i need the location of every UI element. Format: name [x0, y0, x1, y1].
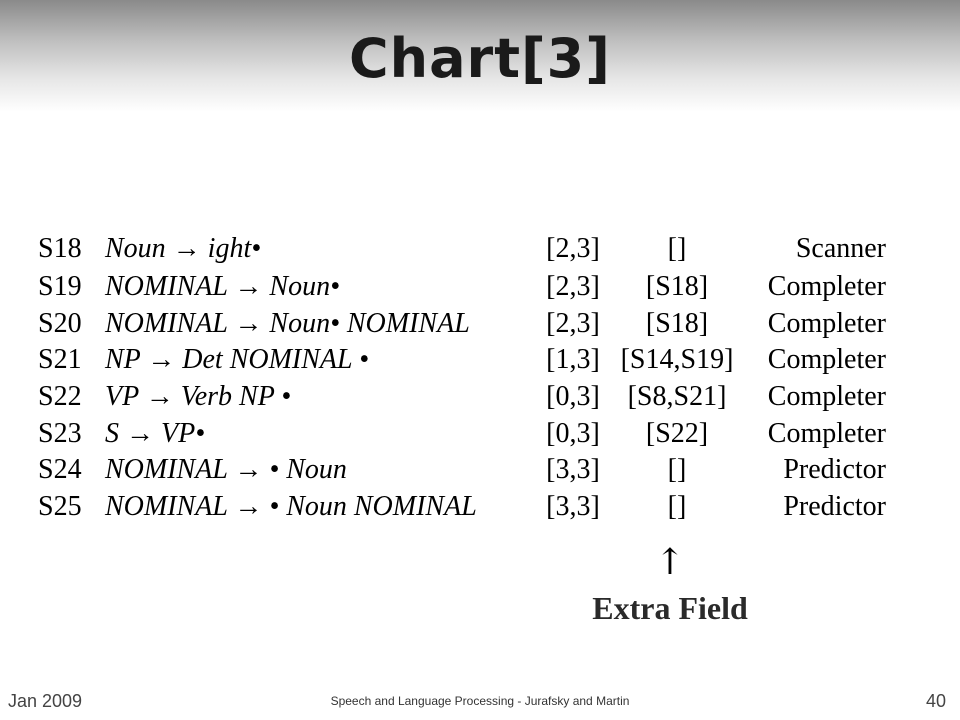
dotted-rule: NOMINAL → • Noun [105, 454, 347, 485]
span: [0,3] [546, 418, 600, 449]
backpointers: [S18] [645, 308, 709, 339]
dotted-rule: Noun → ight• [105, 233, 262, 264]
span: [1,3] [546, 344, 600, 375]
chart-row [0, 453, 960, 487]
backpointers: [S8,S21] [627, 381, 727, 412]
footer-date: Jan 2009 [8, 691, 83, 711]
span: [3,3] [546, 454, 600, 485]
operation: Completer [767, 418, 886, 449]
chart-row [0, 307, 960, 341]
state-id: S25 [38, 491, 82, 522]
operation: Completer [767, 271, 886, 302]
span: [0,3] [546, 381, 600, 412]
backpointers: [] [667, 454, 687, 485]
up-arrow-icon: ↑ [654, 542, 686, 583]
operation: Predictor [783, 491, 886, 522]
slide-title: Chart[3] [349, 27, 611, 90]
span: [2,3] [546, 271, 600, 302]
backpointers: [S22] [645, 418, 709, 449]
chart-row [0, 343, 960, 377]
extra-field-label: Extra Field [592, 590, 748, 626]
operation: Predictor [783, 454, 886, 485]
dotted-rule: NOMINAL → Noun• [105, 271, 340, 302]
state-id: S24 [38, 454, 82, 485]
backpointers: [] [667, 233, 687, 264]
dotted-rule: NP → Det NOMINAL • [105, 344, 369, 375]
dotted-rule: NOMINAL → Noun• NOMINAL [105, 308, 470, 339]
chart-row [0, 270, 960, 304]
chart-row [0, 490, 960, 524]
state-id: S22 [38, 381, 82, 412]
state-id: S23 [38, 418, 82, 449]
operation: Completer [767, 381, 886, 412]
backpointers: [] [667, 491, 687, 522]
state-id: S18 [38, 233, 82, 264]
dotted-rule: VP → Verb NP • [105, 381, 292, 412]
state-id: S20 [38, 308, 82, 339]
backpointers: [S14,S19] [620, 344, 734, 375]
chart-row [0, 232, 960, 266]
span: [2,3] [546, 308, 600, 339]
dotted-rule: NOMINAL → • Noun NOMINAL [105, 491, 477, 522]
chart-row [0, 417, 960, 451]
page-number: 40 [925, 691, 946, 711]
footer-course: Speech and Language Processing - Jurafsky and Martin [330, 694, 630, 708]
span: [3,3] [546, 491, 600, 522]
backpointers: [S18] [645, 271, 709, 302]
state-id: S19 [38, 271, 82, 302]
dotted-rule: S → VP• [105, 418, 206, 449]
operation: Scanner [795, 233, 886, 264]
chart-row [0, 380, 960, 414]
state-id: S21 [38, 344, 82, 375]
span: [2,3] [546, 233, 600, 264]
operation: Completer [767, 344, 886, 375]
operation: Completer [767, 308, 886, 339]
